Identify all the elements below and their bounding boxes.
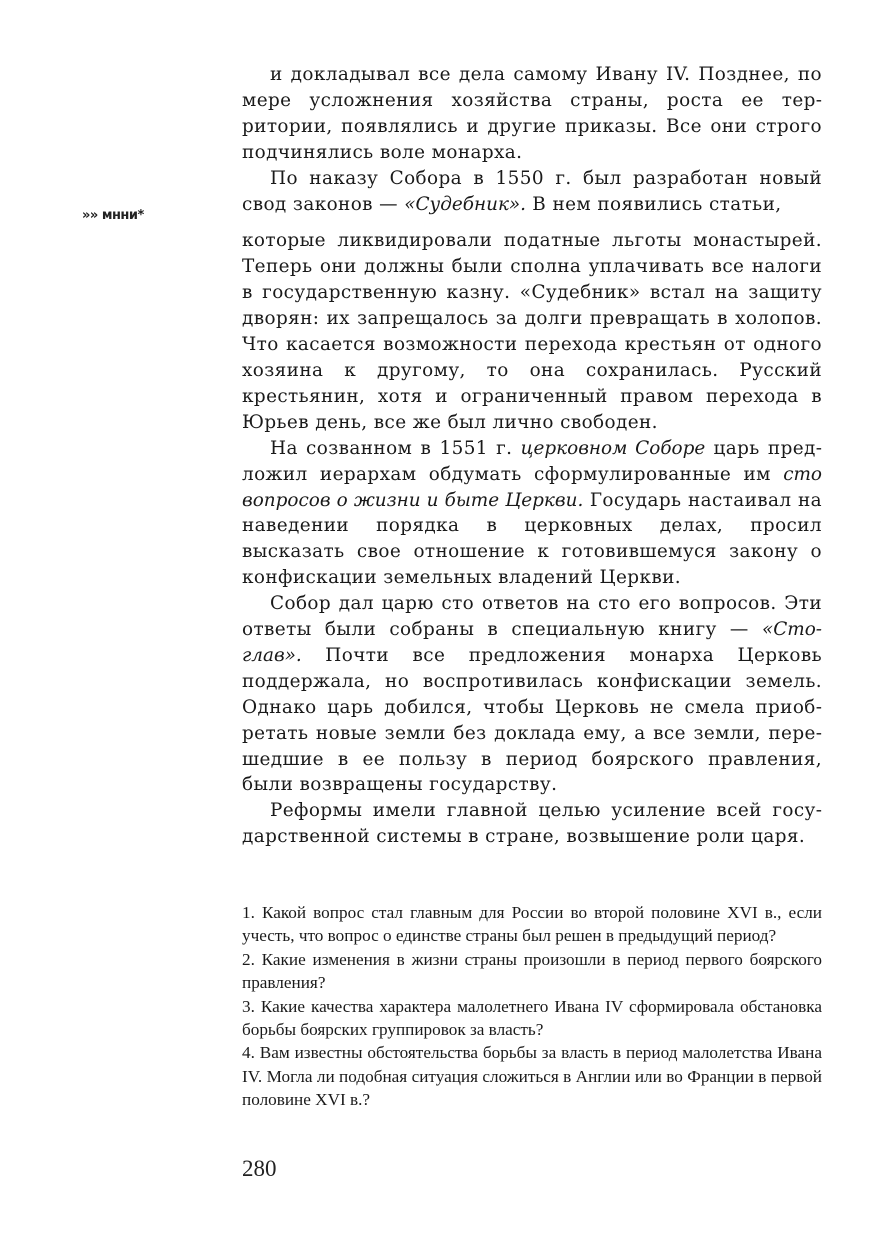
question-4: 4. Вам известны обстоятельства борьбы за власть в период малолетства Ивана IV. Могла ли подобная ситуация сложиться в Англии или во Франции в первой половине XVI в.? (242, 1043, 822, 1110)
paragraph-5-text-b: Почти все предложения монарха Церковь поддержала, но воспротивилась конфискации земель. Однако царь добился, чтобы Церковь не смела приобретать новые земли без доклада ему, а все земли, перешедшие в ее пользу в период боярского правления, были возвращены государству. (242, 644, 822, 796)
paragraph-4-text-c: Государь настаивал на наведении порядка в церковных делах, просил высказать свое отношение к готовившемуся закону о конфискации земельных владений Церкви. (242, 489, 822, 589)
review-questions (242, 901, 822, 1112)
paragraph-1: и докладывал все дела самому Ивану IV. Позднее, по мере усложнения хозяйства страны, роста ее территории, появлялись и другие приказы. Все они строго подчинялись воле монарха. (242, 64, 822, 163)
term-stoglav: «Стоглав». (242, 619, 822, 666)
paragraph-2-text-a: По наказу Собора в 1550 г. был разработан новый свод законов — (242, 167, 822, 215)
page-number: 280 (242, 1156, 277, 1181)
main-text (242, 62, 822, 850)
term-hundred-questions: сто вопросов о жизни и быте Церкви. (242, 463, 822, 511)
question-3: 3. Какие качества характера малолетнего Ивана IV сформировала обстановка борьбы боярских группировок за власть? (242, 996, 822, 1040)
paragraph-5-text-a: Собор дал царю сто ответов на сто его вопросов. Эти ответы были собраны в специальную книгу — (242, 593, 822, 641)
paragraph-5 (242, 591, 822, 798)
paragraph-6: Реформы имели главной целью усиление всей государственной системы в стране, возвышение роли царя. (242, 800, 822, 848)
term-sudebnik: «Судебник». (404, 193, 527, 215)
margin-note-mark: »» мнни* (82, 208, 144, 223)
question-1: 1. Какой вопрос стал главным для России во второй половине XVI в., если учесть, что вопрос о единстве страны был решен в предыдущий период? (242, 903, 822, 946)
question-2: 2. Какие изменения в жизни страны произошли в период первого боярского правления? (242, 949, 822, 993)
paragraph-4-text-b: царь предложил иерархам обдумать сформулированные им (242, 437, 822, 485)
term-church-council: церковном Соборе (520, 437, 706, 459)
paragraph-3: которые ликвидировали податные льготы монастырей. Теперь они должны были сполна уплачивать все налоги в государственную казну. «Судебник» встал на защиту дворян: их запрещалось за долги превращать в холопов. Что касается возможности перехода крестьян от одного хозяина к другому, то она сохранилась. Русский крестьянин, хотя и ограниченный правом перехода в Юрьев день, все же был лично свободен. (242, 230, 822, 433)
paragraph-2-text-b: В нем появились статьи, (526, 193, 782, 215)
paragraph-4 (242, 436, 822, 591)
paragraph-4-text-a: На созванном в 1551 г. (270, 437, 521, 459)
paragraph-2 (242, 166, 822, 218)
